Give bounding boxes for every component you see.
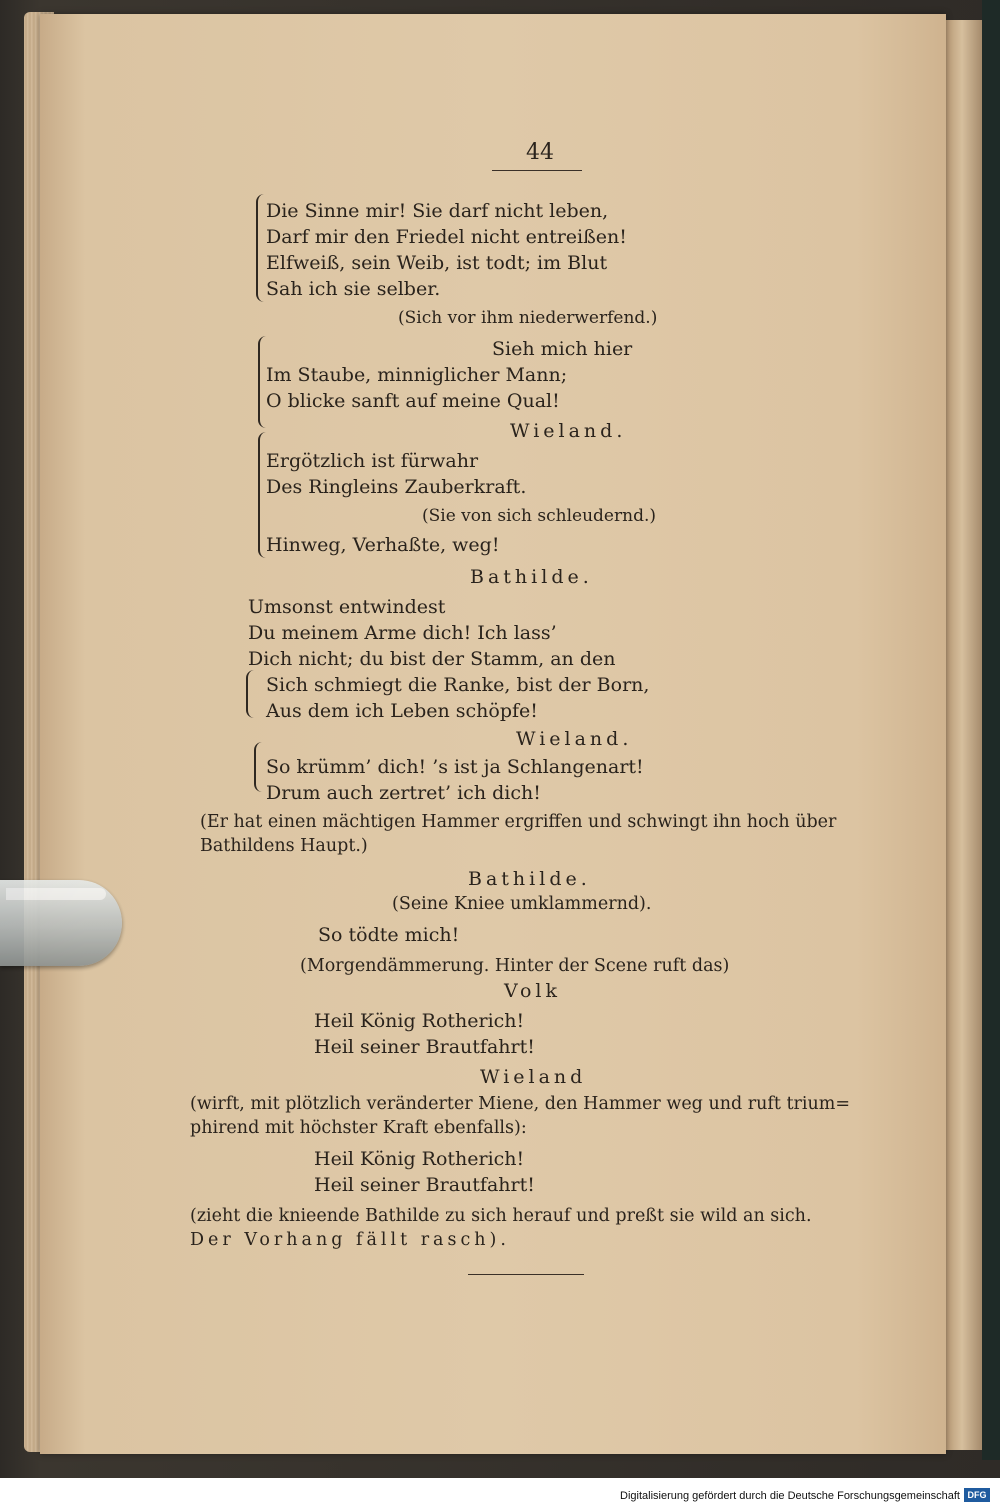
text-line: Umsonst entwindest — [248, 596, 446, 618]
speaker-name: Bathilde. — [468, 868, 591, 890]
speaker-name: Wieland. — [510, 420, 627, 442]
text-line: Ergötzlich ist fürwahr — [266, 450, 479, 472]
text-line: Hinweg, Verhaßte, weg! — [266, 534, 500, 556]
stage-direction: (zieht die knieende Bathilde zu sich herauf und preßt sie wild an sich. — [190, 1206, 812, 1226]
text-line: Heil seiner Brautfahrt! — [314, 1036, 535, 1058]
text-line: Im Staube, minniglicher Mann; — [266, 364, 568, 386]
text-line: O blicke sanft auf meine Qual! — [266, 390, 560, 412]
text-line: Du meinem Arme dich! Ich lass’ — [248, 622, 557, 644]
text-line: Darf mir den Friedel nicht entreißen! — [266, 226, 627, 248]
stage-direction: phirend mit höchster Kraft ebenfalls): — [190, 1118, 527, 1138]
facing-page-edge — [946, 20, 986, 1450]
text-line: So tödte mich! — [318, 924, 460, 946]
stage-direction: Der Vorhang fällt rasch). — [190, 1230, 510, 1250]
text-line: Sich schmiegt die Ranke, bist der Born, — [266, 674, 650, 696]
margin-brace — [254, 742, 264, 792]
stage-direction: (Sie von sich schleudernd.) — [422, 506, 656, 526]
text-line: So krümm’ dich! ’s ist ja Schlangenart! — [266, 756, 644, 778]
speaker-name: Wieland — [480, 1066, 587, 1088]
book-cover-edge — [982, 0, 1000, 1460]
margin-brace — [246, 670, 256, 718]
text-line: Heil König Rotherich! — [314, 1148, 525, 1170]
funding-credit: Digitalisierung gefördert durch die Deutsche Forschungsgemeinschaft — [620, 1490, 960, 1502]
stage-direction: (Sich vor ihm niederwerfend.) — [398, 308, 658, 328]
page-clip — [0, 880, 122, 966]
stage-direction: (Seine Kniee umklammernd). — [392, 894, 652, 914]
text-line: Heil seiner Brautfahrt! — [314, 1174, 535, 1196]
end-rule — [468, 1274, 584, 1275]
stage-direction: (Er hat einen mächtigen Hammer ergriffen und schwingt ihn hoch über — [200, 812, 837, 832]
text-line: Aus dem ich Leben schöpfe! — [266, 700, 538, 722]
book-page — [40, 14, 946, 1454]
text-line: Elfweiß, sein Weib, ist todt; im Blut — [266, 252, 608, 274]
speaker-name: Volk — [504, 980, 562, 1002]
dfg-logo: DFG — [964, 1488, 990, 1502]
text-line: Heil König Rotherich! — [314, 1010, 525, 1032]
stage-direction: Bathildens Haupt.) — [200, 836, 368, 856]
text-line: Sieh mich hier — [492, 338, 633, 360]
speaker-name: Bathilde. — [470, 566, 593, 588]
stage-direction: (Morgendämmerung. Hinter der Scene ruft das) — [300, 956, 730, 976]
text-line: Die Sinne mir! Sie darf nicht leben, — [266, 200, 609, 222]
speaker-name: Wieland. — [516, 728, 633, 750]
stage-direction: (wirft, mit plötzlich veränderter Miene, den Hammer weg und ruft trium= — [190, 1094, 850, 1114]
text-line: Drum auch zertret’ ich dich! — [266, 782, 541, 804]
header-rule — [492, 170, 582, 171]
page-number: 44 — [526, 140, 554, 165]
text-line: Dich nicht; du bist der Stamm, an den — [248, 648, 616, 670]
margin-brace — [256, 194, 266, 302]
text-line: Des Ringleins Zauberkraft. — [266, 476, 527, 498]
text-line: Sah ich sie selber. — [266, 278, 441, 300]
